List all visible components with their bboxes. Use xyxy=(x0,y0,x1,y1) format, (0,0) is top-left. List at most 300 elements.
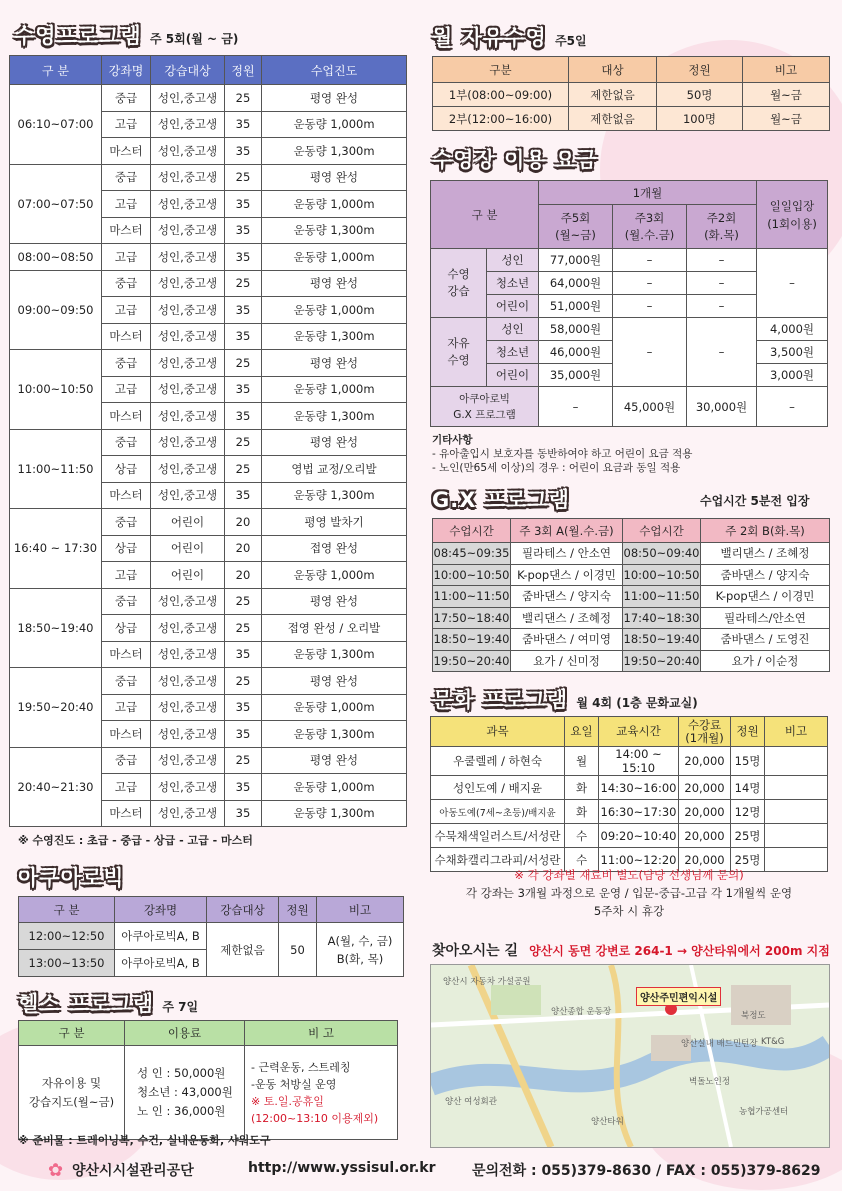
swim-cell: 중급 xyxy=(102,270,151,297)
aqua-table xyxy=(18,896,404,977)
swim-time: 09:00~09:50 xyxy=(10,270,102,350)
swim-cell: 35 xyxy=(225,774,262,801)
fees-cell: 성인 xyxy=(487,318,539,341)
gx-cell: 19:50~20:40 xyxy=(433,650,511,672)
swim-cell: 성인,중고생 xyxy=(151,588,225,615)
swim-cell: 성인,중고생 xyxy=(151,297,225,324)
table-row xyxy=(10,85,407,112)
fees-cell: 3,500원 xyxy=(757,341,828,364)
aqua-title: 아쿠아로빅 xyxy=(18,866,125,890)
swim-cell: 25 xyxy=(225,668,262,695)
swim-cell: 중급 xyxy=(102,429,151,456)
gx-cell: 필라테스 / 안소연 xyxy=(511,543,623,565)
map-label: 양산실내 배드민턴장 xyxy=(681,1039,758,1049)
gx-cell: K-pop댄스 / 이경민 xyxy=(511,564,623,586)
swim-cell: 성인,중고생 xyxy=(151,429,225,456)
swim-cell: 25 xyxy=(225,350,262,377)
swim-days: 주 5회(월 ~ 금) xyxy=(150,32,239,46)
swim-cell: 성인,중고생 xyxy=(151,376,225,403)
swim-cell: 20 xyxy=(225,535,262,562)
table-row xyxy=(433,607,830,629)
health-remark: - 근력운동, 스트레칭 xyxy=(251,1060,351,1074)
fees-cell: – xyxy=(687,272,757,295)
health-days: 주 7일 xyxy=(162,1000,199,1014)
fees-h-gubun: 구 분 xyxy=(431,181,539,249)
health-title-text: 헬스 프로그램 xyxy=(18,992,155,1016)
map-label: 양산종합 운동장 xyxy=(551,1007,612,1017)
gx-table xyxy=(432,518,830,672)
fees-cell: 성인 xyxy=(487,249,539,272)
swim-cell: 성인,중고생 xyxy=(151,270,225,297)
contact-info: 문의전화 : 055)379-8630 / FAX : 055)379-8629 xyxy=(472,1163,821,1179)
swim-cell: 고급 xyxy=(102,774,151,801)
culture-cell: 14:30~16:00 xyxy=(599,776,679,800)
swim-cell: 성인,중고생 xyxy=(151,615,225,642)
gx-cell: 밸리댄스 / 조혜정 xyxy=(701,543,830,565)
swim-cell: 접영 완성 / 오리발 xyxy=(262,615,407,642)
culture-cell: 20,000 xyxy=(679,824,731,848)
swim-cell: 35 xyxy=(225,376,262,403)
swim-title xyxy=(14,20,238,50)
map-label: 양산시 자동차 가설공원 xyxy=(443,977,531,987)
swim-cell: 35 xyxy=(225,191,262,218)
fees-cell: 30,000원 xyxy=(687,387,757,427)
health-fee-senior: 노 인 : 36,000원 xyxy=(137,1104,226,1118)
fees-cell: – xyxy=(613,295,687,318)
swim-cell: 평영 발차기 xyxy=(262,509,407,536)
free-swim-title-text: 월 자유수영 xyxy=(432,26,547,50)
swim-cell: 성인,중고생 xyxy=(151,774,225,801)
swim-cell: 고급 xyxy=(102,111,151,138)
swim-cell: 성인,중고생 xyxy=(151,323,225,350)
fees-cell: 35,000원 xyxy=(539,364,613,387)
fees-cell: 77,000원 xyxy=(539,249,613,272)
gx-cell: 11:00~11:50 xyxy=(623,586,701,608)
gx-cell: 19:50~20:40 xyxy=(623,650,701,672)
fees-cell: – xyxy=(613,318,687,387)
fees-cell: 어린이 xyxy=(487,364,539,387)
free-swim-cell: 2부(12:00~16:00) xyxy=(433,107,569,131)
swim-cell: 성인,중고생 xyxy=(151,244,225,271)
culture-cell: 20,000 xyxy=(679,800,731,824)
swim-cell: 35 xyxy=(225,800,262,827)
swim-cell: 마스터 xyxy=(102,721,151,748)
swim-cell: 25 xyxy=(225,615,262,642)
swim-cell: 성인,중고생 xyxy=(151,747,225,774)
table-row xyxy=(10,350,407,377)
directions-header xyxy=(432,940,830,960)
culture-cell: 20,000 xyxy=(679,848,731,872)
table-row xyxy=(10,509,407,536)
swim-cell: 성인,중고생 xyxy=(151,138,225,165)
table-row xyxy=(433,650,830,672)
fees-cell: 51,000원 xyxy=(539,295,613,318)
footer xyxy=(0,1152,842,1184)
swim-cell: 35 xyxy=(225,111,262,138)
fees-h-daily: 일일입장 (1회이용) xyxy=(757,181,828,249)
fees-h-month: 1개월 xyxy=(539,181,757,205)
table-row xyxy=(10,747,407,774)
health-supplies: ※ 준비물 : 트레이닝복, 수건, 실내운동화, 샤워도구 xyxy=(18,1134,271,1147)
culture-cell: 25명 xyxy=(731,848,765,872)
free-swim-header: 구분 xyxy=(433,57,569,83)
table-row xyxy=(433,586,830,608)
aqua-target: 제한없음 xyxy=(207,923,279,977)
fees-cell: 45,000원 xyxy=(613,387,687,427)
swim-cell: 25 xyxy=(225,456,262,483)
gx-cell: 밸리댄스 / 조혜정 xyxy=(511,607,623,629)
swim-header: 강좌명 xyxy=(102,56,151,85)
swim-time: 10:00~10:50 xyxy=(10,350,102,430)
swim-cell: 25 xyxy=(225,270,262,297)
fees-cell: – xyxy=(613,272,687,295)
swim-cell: 20 xyxy=(225,562,262,589)
culture-header: 과목 xyxy=(431,717,565,747)
aqua-time: 13:00~13:50 xyxy=(19,950,115,977)
swim-cell: 성인,중고생 xyxy=(151,191,225,218)
map-label: 양산 여성회관 xyxy=(445,1097,497,1107)
culture-cell: 수 xyxy=(565,848,599,872)
health-table xyxy=(18,1020,398,1140)
culture-cell: 우쿨렐레 / 하현숙 xyxy=(431,747,565,776)
swim-cell: 35 xyxy=(225,403,262,430)
fees-cell: – xyxy=(687,249,757,272)
gx-header: 수업시간 xyxy=(623,519,701,543)
table-row xyxy=(431,747,828,776)
gx-cell: 요가 / 신미정 xyxy=(511,650,623,672)
table-row xyxy=(10,270,407,297)
swim-cell: 평영 완성 xyxy=(262,270,407,297)
swim-cell: 영법 교정/오리발 xyxy=(262,456,407,483)
swim-cell: 어린이 xyxy=(151,535,225,562)
swim-cell: 성인,중고생 xyxy=(151,800,225,827)
gx-cell: 08:45~09:35 xyxy=(433,543,511,565)
swim-cell: 운동량 1,000m xyxy=(262,562,407,589)
free-swim-days: 주5일 xyxy=(555,34,587,48)
map-image xyxy=(431,965,829,1147)
swim-time: 16:40 ~ 17:30 xyxy=(10,509,102,589)
gx-cell: 10:00~10:50 xyxy=(623,564,701,586)
swim-cell: 운동량 1,000m xyxy=(262,244,407,271)
aqua-header: 강좌명 xyxy=(115,897,207,923)
health-fee-youth: 청소년 : 43,000원 xyxy=(137,1085,233,1099)
fees-lesson-label: 수영 강습 xyxy=(431,249,487,318)
swim-cell: 운동량 1,300m xyxy=(262,217,407,244)
free-swim-header: 대상 xyxy=(569,57,657,83)
culture-header: 정원 xyxy=(731,717,765,747)
health-fees xyxy=(125,1046,245,1140)
health-header: 구 분 xyxy=(19,1021,125,1046)
swim-cell: 어린이 xyxy=(151,509,225,536)
health-remark-red: ※ 토.일.공휴일 xyxy=(251,1094,324,1108)
aqua-course: 아쿠아로빅A, B xyxy=(115,950,207,977)
swim-cell: 35 xyxy=(225,323,262,350)
table-row xyxy=(433,543,830,565)
swim-header: 강습대상 xyxy=(151,56,225,85)
swim-cell: 운동량 1,000m xyxy=(262,694,407,721)
swim-cell: 운동량 1,300m xyxy=(262,403,407,430)
gx-cell: 요가 / 이순정 xyxy=(701,650,830,672)
swim-header: 정원 xyxy=(225,56,262,85)
culture-cell: 12명 xyxy=(731,800,765,824)
swim-time: 07:00~07:50 xyxy=(10,164,102,244)
health-header: 비 고 xyxy=(245,1021,398,1046)
swim-time: 20:40~21:30 xyxy=(10,747,102,827)
swim-cell: 중급 xyxy=(102,85,151,112)
swim-cell: 운동량 1,300m xyxy=(262,721,407,748)
culture-cell: 11:00~12:20 xyxy=(599,848,679,872)
swim-time: 08:00~08:50 xyxy=(10,244,102,271)
swim-cell: 어린이 xyxy=(151,562,225,589)
aqua-remark: A(월, 수, 금) B(화, 목) xyxy=(317,923,404,977)
org-name: 양산시시설관리공단 xyxy=(72,1163,194,1179)
culture-note: 5주차 시 휴강 xyxy=(593,904,665,918)
fees-cell: 4,000원 xyxy=(757,318,828,341)
culture-cell: 14:00 ~ 15:10 xyxy=(599,747,679,776)
swim-cell: 중급 xyxy=(102,668,151,695)
swim-cell: 성인,중고생 xyxy=(151,85,225,112)
culture-cell xyxy=(765,776,828,800)
map-label: KT&G xyxy=(761,1037,785,1047)
swim-cell: 마스터 xyxy=(102,323,151,350)
fees-table xyxy=(430,180,828,427)
aqua-time: 12:00~12:50 xyxy=(19,923,115,950)
swim-cell: 운동량 1,300m xyxy=(262,800,407,827)
culture-title xyxy=(432,684,698,714)
swim-cell: 평영 완성 xyxy=(262,429,407,456)
swim-cell: 평영 완성 xyxy=(262,588,407,615)
swim-cell: 35 xyxy=(225,694,262,721)
swim-cell: 운동량 1,000m xyxy=(262,111,407,138)
table-row xyxy=(431,800,828,824)
culture-cell: 16:30~17:30 xyxy=(599,800,679,824)
table-row xyxy=(10,429,407,456)
swim-time: 11:00~11:50 xyxy=(10,429,102,509)
location-map[interactable] xyxy=(430,964,830,1148)
culture-cell: 25명 xyxy=(731,824,765,848)
fees-cell: – xyxy=(757,387,828,427)
swim-cell: 고급 xyxy=(102,297,151,324)
swim-cell: 35 xyxy=(225,297,262,324)
health-title xyxy=(18,988,198,1018)
swim-cell: 35 xyxy=(225,482,262,509)
swim-cell: 마스터 xyxy=(102,403,151,430)
swim-cell: 운동량 1,000m xyxy=(262,297,407,324)
swim-cell: 평영 완성 xyxy=(262,668,407,695)
fees-h-sub: 주3회 (월.수.금) xyxy=(613,205,687,249)
swim-header: 구 분 xyxy=(10,56,102,85)
swim-cell: 고급 xyxy=(102,244,151,271)
aqua-header: 정원 xyxy=(279,897,317,923)
swim-cell: 성인,중고생 xyxy=(151,111,225,138)
swim-cell: 성인,중고생 xyxy=(151,350,225,377)
swim-cell: 고급 xyxy=(102,562,151,589)
gx-cell: 10:00~10:50 xyxy=(433,564,511,586)
table-row xyxy=(10,164,407,191)
gx-title: G.X 프로그램 xyxy=(432,488,570,512)
swim-cell: 접영 완성 xyxy=(262,535,407,562)
website-link[interactable]: http://www.yssisul.or.kr xyxy=(248,1160,436,1176)
culture-cell: 화 xyxy=(565,800,599,824)
swim-cell: 중급 xyxy=(102,747,151,774)
swim-cell: 35 xyxy=(225,721,262,748)
map-label: 농협가공센터 xyxy=(739,1107,789,1117)
fees-cell: 청소년 xyxy=(487,272,539,295)
swim-cell: 평영 완성 xyxy=(262,85,407,112)
gx-header: 주 2회 B(화.목) xyxy=(701,519,830,543)
swim-cell: 성인,중고생 xyxy=(151,403,225,430)
gx-cell: 18:50~19:40 xyxy=(623,629,701,651)
swim-time: 19:50~20:40 xyxy=(10,668,102,748)
gx-cell: 18:50~19:40 xyxy=(433,629,511,651)
swim-cell: 35 xyxy=(225,244,262,271)
health-fee-adult: 성 인 : 50,000원 xyxy=(137,1066,226,1080)
swim-cell: 고급 xyxy=(102,694,151,721)
culture-header: 수강료 (1개월) xyxy=(679,717,731,747)
fees-free-label: 자유 수영 xyxy=(431,318,487,387)
table-row xyxy=(433,629,830,651)
culture-notes xyxy=(430,866,828,920)
swim-cell: 마스터 xyxy=(102,482,151,509)
swim-cell: 평영 완성 xyxy=(262,164,407,191)
swim-section xyxy=(14,20,238,50)
fees-cell: 어린이 xyxy=(487,295,539,318)
swim-time: 18:50~19:40 xyxy=(10,588,102,668)
table-row xyxy=(10,588,407,615)
directions-address: 양산시 동면 강변로 264-1 → 양산타워에서 200m 지점 xyxy=(529,944,830,958)
culture-title-text: 문화 프로그램 xyxy=(432,688,569,712)
culture-cell: 화 xyxy=(565,776,599,800)
swim-cell: 성인,중고생 xyxy=(151,164,225,191)
health-label: 자유이용 및 강습지도(월~금) xyxy=(19,1046,125,1140)
fees-h-sub: 주2회 (화.목) xyxy=(687,205,757,249)
swim-cell: 중급 xyxy=(102,164,151,191)
free-swim-cell: 제한없음 xyxy=(569,83,657,107)
culture-cell: 15명 xyxy=(731,747,765,776)
aqua-course: 아쿠아로빅A, B xyxy=(115,923,207,950)
gx-header: 주 3회 A(월.수.금) xyxy=(511,519,623,543)
aqua-header: 비고 xyxy=(317,897,404,923)
map-label: 북정도 xyxy=(741,1011,766,1021)
gx-cell: K-pop댄스 / 이경민 xyxy=(701,586,830,608)
culture-cell: 20,000 xyxy=(679,776,731,800)
fees-etc-title: 기타사항 xyxy=(432,434,473,446)
fees-aqua-label: 아쿠아로빅 G.X 프로그램 xyxy=(431,387,539,427)
table-row xyxy=(433,564,830,586)
swim-cell: 성인,중고생 xyxy=(151,694,225,721)
health-header: 이용료 xyxy=(125,1021,245,1046)
fees-cell: 3,000원 xyxy=(757,364,828,387)
gx-cell: 줌바댄스 / 양지숙 xyxy=(511,586,623,608)
swim-cell: 중급 xyxy=(102,509,151,536)
map-label: 벽돌노인정 xyxy=(689,1077,731,1087)
culture-cell: 수묵채색일러스트/서성란 xyxy=(431,824,565,848)
culture-cell: 09:20~10:40 xyxy=(599,824,679,848)
swim-cell: 35 xyxy=(225,641,262,668)
map-marker-label: 양산주민편익시설 xyxy=(636,987,721,1006)
swim-cell: 마스터 xyxy=(102,641,151,668)
swim-cell: 20 xyxy=(225,509,262,536)
swim-cell: 성인,중고생 xyxy=(151,217,225,244)
directions-title: 찾아오시는 길 xyxy=(432,943,519,959)
fees-etc xyxy=(432,433,692,475)
map-label: 양산타워 xyxy=(591,1117,624,1127)
gx-cell: 08:50~09:40 xyxy=(623,543,701,565)
table-row xyxy=(431,824,828,848)
health-remark-red: (12:00~13:10 이용제외) xyxy=(251,1111,379,1125)
swim-cell: 상급 xyxy=(102,535,151,562)
swim-cell: 운동량 1,000m xyxy=(262,376,407,403)
culture-cell xyxy=(765,800,828,824)
free-swim-cell: 50명 xyxy=(657,83,743,107)
swim-cell: 마스터 xyxy=(102,217,151,244)
swim-cell: 성인,중고생 xyxy=(151,668,225,695)
gx-cell: 줌바댄스 / 양지숙 xyxy=(701,564,830,586)
swim-cell: 운동량 1,300m xyxy=(262,641,407,668)
culture-note: 각 강좌는 3개월 과정으로 운영 / 입문-중급-고급 각 1개월씩 운영 xyxy=(465,886,793,900)
swim-cell: 성인,중고생 xyxy=(151,456,225,483)
fees-etc-item: - 노인(만65세 이상)의 경우 : 어린이 요금과 동일 적용 xyxy=(432,462,681,474)
swim-cell: 상급 xyxy=(102,456,151,483)
table-row xyxy=(10,244,407,271)
fees-title: 수영장 이용 요금 xyxy=(432,148,598,172)
aqua-capacity: 50 xyxy=(279,923,317,977)
free-swim-cell: 월~금 xyxy=(743,83,830,107)
swim-cell: 25 xyxy=(225,85,262,112)
gx-cell: 줌바댄스 / 도영진 xyxy=(701,629,830,651)
swim-cell: 성인,중고생 xyxy=(151,721,225,748)
culture-cell: 수 xyxy=(565,824,599,848)
swim-cell: 평영 완성 xyxy=(262,350,407,377)
gx-cell: 17:50~18:40 xyxy=(433,607,511,629)
culture-header: 비고 xyxy=(765,717,828,747)
free-swim-cell: 월~금 xyxy=(743,107,830,131)
swim-cell: 중급 xyxy=(102,350,151,377)
swim-cell: 운동량 1,000m xyxy=(262,191,407,218)
swim-progress-note: ※ 수영진도 : 초급 - 중급 - 상급 - 고급 - 마스터 xyxy=(18,834,253,847)
swim-time: 06:10~07:00 xyxy=(10,85,102,165)
free-swim-title xyxy=(432,22,587,52)
swim-cell: 운동량 1,300m xyxy=(262,323,407,350)
gx-cell: 17:40~18:30 xyxy=(623,607,701,629)
culture-cell: 20,000 xyxy=(679,747,731,776)
org-logo-icon: ✿ xyxy=(48,1160,64,1181)
fees-cell: – xyxy=(613,249,687,272)
swim-cell: 성인,중고생 xyxy=(151,641,225,668)
free-swim-cell: 제한없음 xyxy=(569,107,657,131)
fees-cell: 청소년 xyxy=(487,341,539,364)
swim-cell: 운동량 1,000m xyxy=(262,774,407,801)
table-row xyxy=(10,668,407,695)
gx-note: 수업시간 5분전 입장 xyxy=(700,494,810,508)
gx-cell: 11:00~11:50 xyxy=(433,586,511,608)
free-swim-header: 정원 xyxy=(657,57,743,83)
swim-cell: 운동량 1,300m xyxy=(262,138,407,165)
swim-cell: 평영 완성 xyxy=(262,747,407,774)
swim-title-text: 수영프로그램 xyxy=(14,24,142,48)
culture-note-red: ※ 각 강좌별 재료비 별도(담당 선생님께 문의) xyxy=(514,868,744,882)
culture-cell: 아동도예(7세~초등)/배지윤 xyxy=(431,800,565,824)
culture-header: 요일 xyxy=(565,717,599,747)
swim-cell: 25 xyxy=(225,429,262,456)
culture-cell xyxy=(765,747,828,776)
free-swim-table xyxy=(432,56,830,131)
gx-cell: 필라테스/안소연 xyxy=(701,607,830,629)
culture-cell: 월 xyxy=(565,747,599,776)
free-swim-header: 비고 xyxy=(743,57,830,83)
aqua-header: 강습대상 xyxy=(207,897,279,923)
health-remark: -운동 처방실 운영 xyxy=(251,1077,337,1091)
